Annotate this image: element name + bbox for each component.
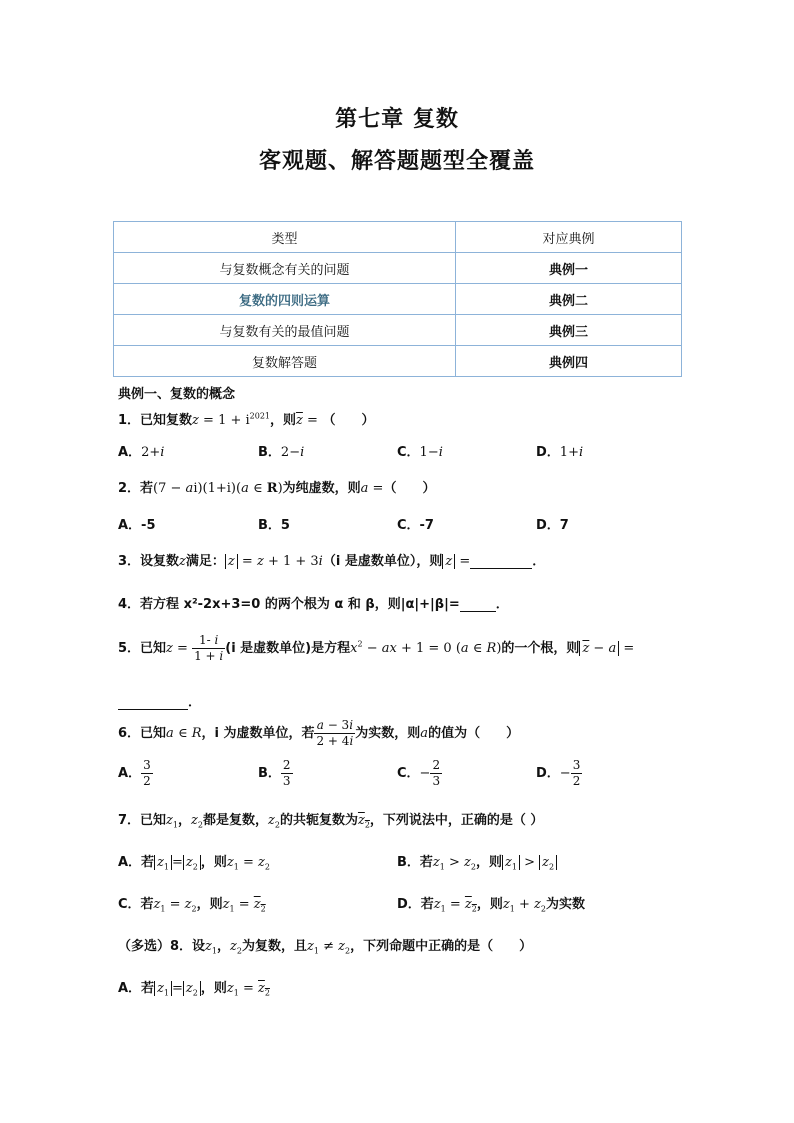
table-cell-type: 与复数概念有关的问题: [114, 253, 456, 284]
table-cell-type: 与复数有关的最值问题: [114, 315, 456, 346]
table-row: [114, 253, 682, 284]
q4-answer-blank[interactable]: [460, 611, 496, 612]
q5-answer-blank[interactable]: [118, 709, 188, 710]
table-row: [114, 284, 682, 315]
page-title: 第七章 复数: [335, 107, 459, 132]
table-cell-example: 典例二: [456, 284, 682, 315]
question-8: （多选）8．设$z_1$，$z_2$为复数，且$z_1 \ne z_2$，下列命题中正确的是（ ）: [118, 939, 533, 956]
q2-option-c: C．-7: [397, 518, 434, 533]
q3-answer-blank[interactable]: [470, 568, 532, 569]
table-cell-type: 复数解答题: [114, 346, 456, 377]
q1-option-d: D．1+i: [536, 445, 584, 460]
question-5: 5．已知z = $\frac{1- i}{1 + i}$ (i 是虚数单位)是方程$x^2$ − ax + 1 = 0 (a ∈ R)的一个根，则 $\overline{z} - a$ =: [118, 633, 635, 663]
q7-option-b: B．若$z_1 > z_2$，则 $z_1 > z_2$: [397, 851, 557, 872]
q7-option-c: C．若$z_1 = z_2$，则$z_1 = z_2$: [118, 897, 266, 914]
q8-option-a: A．若 $z_1 = z_2$ ，则$z_1 = z_2$: [118, 981, 270, 998]
table-cell-example: 典例一: [456, 253, 682, 284]
table-cell-type: 复数的四则运算: [114, 284, 456, 315]
q1-option-a: A．2+i: [118, 445, 165, 460]
q6-option-b: B． $\frac{2}{3}$: [258, 758, 291, 788]
q7-option-d: D．若$z_1 = z_2$，则$z_1 + z_2$为实数: [397, 897, 585, 914]
q6-option-c: C．− $\frac{2}{3}$: [397, 758, 441, 788]
type-table: [113, 221, 682, 377]
q1-conj: $\overline{z}$ =: [296, 413, 318, 428]
question-6: 6．已知a ∈ R，i 为虚数单位，若 $\frac{a - 3i}{2 + 4i}$ 为实数，则a的值为（ ）: [118, 718, 520, 748]
q7-option-a: A．若 $z_1 = z_2$ ，则$z_1 = z_2$: [118, 855, 270, 872]
page-subtitle: 客观题、解答题题型全覆盖: [258, 149, 535, 174]
table-cell-example: 典例四: [456, 346, 682, 377]
table-row: [114, 315, 682, 346]
q1-option-c: C．1−i: [397, 445, 443, 460]
question-3: 3．设复数z满足： z = z + 1 + 3i（i 是虚数单位），则 z = ．: [118, 554, 546, 569]
question-2: 2．若(7 − ai)(1+i)(a ∈ R)为纯虚数，则a =（ ）: [118, 481, 436, 496]
q2-option-b: B．5: [258, 518, 290, 533]
q1-formula: $z = 1 + i^{2021}$: [192, 411, 271, 428]
q2-formula: (7 − ai)(1+i)(a ∈ R): [153, 481, 283, 496]
table-header-example: 对应典例: [456, 222, 682, 253]
question-1: [118, 409, 374, 428]
q6-option-d: D．− $\frac{3}{2}$: [536, 758, 581, 788]
question-5-blank-line: ．: [118, 691, 201, 710]
q6-option-a: A． $\frac{3}{2}$: [118, 758, 151, 788]
question-7: 7．已知$z_1$，$z_2$都是复数，$z_2$的共轭复数为$z_2$，下列说法中，正确的是（ ）: [118, 813, 544, 830]
q2-option-d: D．7: [536, 518, 569, 533]
q1-end: （ ）: [322, 413, 375, 428]
question-4: 4．若方程 x²-2x+3=0 的两个根为 α 和 β，则|α|+|β|= ．: [118, 597, 509, 612]
table-header-type: 类型: [114, 222, 456, 253]
table-row: [114, 346, 682, 377]
table-header-row: [114, 222, 682, 253]
section-heading: 典例一、复数的概念: [118, 387, 236, 402]
table-cell-example: 典例三: [456, 315, 682, 346]
q1-option-b: B．2−i: [258, 445, 305, 460]
q2-option-a: A．-5: [118, 518, 156, 533]
q1-prefix: 1．已知复数: [118, 413, 193, 428]
q1-mid: ，则: [270, 413, 297, 428]
